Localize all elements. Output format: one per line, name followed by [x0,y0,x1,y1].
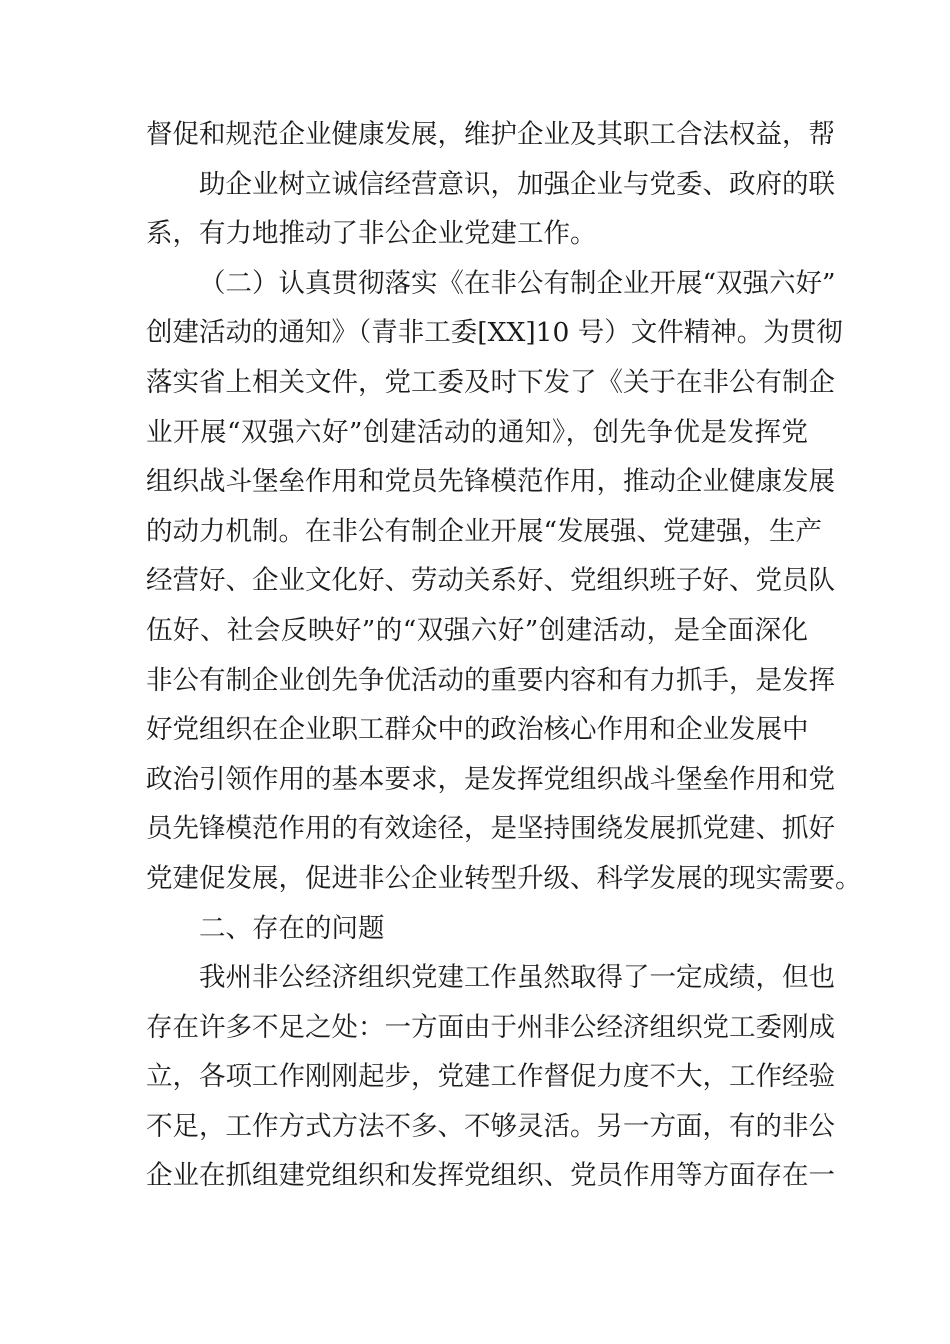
text-line: 企业在抓组建党组织和发挥党组织、党员作用等方面存在一 [146,1160,835,1192]
text-line: 系，有力地推动了非公企业党建工作。 [146,218,597,250]
text-line: 的动力机制。在非公有制企业开展“发展强、党建强，生产 [146,515,823,547]
text-line: 立，各项工作刚刚起步，党建工作督促力度不大，工作经验 [146,1061,835,1093]
text-line: 不足，工作方式方法不多、不够灵活。另一方面，有的非公 [146,1110,835,1142]
text-line: 党建促发展，促进非公企业转型升级、科学发展的现实需要。 [146,862,862,894]
text-line: 业开展“双强六好”创建活动的通知》，创先争优是发挥党 [146,416,808,448]
text-line: 伍好、社会反映好”的“双强六好”创建活动，是全面深化 [146,614,808,646]
text-line: 好党组织在企业职工群众中的政治核心作用和企业发展中 [146,714,809,746]
text-line: 组织战斗堡垒作用和党员先锋模范作用，推动企业健康发展 [146,466,835,498]
text-line: （二）认真贯彻落实《在非公有制企业开展“双强六好” [199,267,836,299]
text-line: 督促和规范企业健康发展，维护企业及其职工合法权益，帮 [146,119,835,150]
text-line: 我州非公经济组织党建工作虽然取得了一定成绩，但也 [199,962,835,994]
text-line: 助企业树立诚信经营意识，加强企业与党委、政府的联 [199,168,835,200]
text-line: 存在许多不足之处：一方面由于州非公经济组织党工委刚成 [146,1011,835,1043]
text-line: 落实省上相关文件，党工委及时下发了《关于在非公有制企 [146,366,835,398]
text-line: 非公有制企业创先争优活动的重要内容和有力抓手，是发挥 [146,664,835,696]
text-line: 员先锋模范作用的有效途径，是坚持围绕发展抓党建、抓好 [146,813,835,845]
document-body [146,110,862,1201]
text-line: 经营好、企业文化好、劳动关系好、党组织班子好、党员队 [146,565,835,597]
text-line: 创建活动的通知》（青非工委[XX]10 号）文件精神。为贯彻 [146,317,843,349]
text-line: 二、存在的问题 [199,912,385,944]
text-line: 政治引领作用的基本要求，是发挥党组织战斗堡垒作用和党 [146,763,835,795]
